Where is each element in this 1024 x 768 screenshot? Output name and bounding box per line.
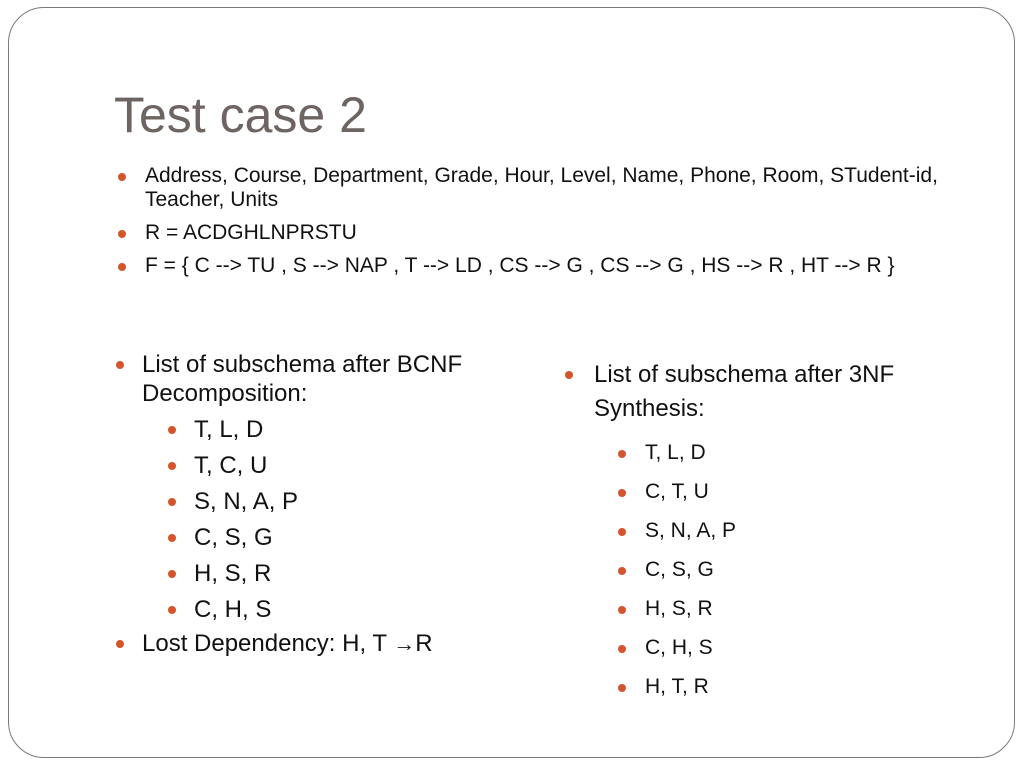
bcnf-item — [116, 451, 536, 480]
bullet-dot-icon — [168, 462, 176, 470]
synthesis-item — [565, 558, 985, 582]
attributes-text: Address, Course, Department, Grade, Hour, Level, Name, Phone, Room, STudent-id, Teacher, Units — [145, 164, 938, 211]
functional-dependencies-bullet — [118, 254, 988, 278]
bullet-dot-icon — [168, 426, 176, 434]
bullet-dot-icon — [168, 570, 176, 578]
bullet-dot-icon — [565, 371, 573, 379]
bullet-dot-icon — [618, 645, 626, 653]
slide-title: Test case 2 — [114, 87, 367, 143]
bullet-dot-icon — [618, 489, 626, 497]
relation-bullet — [118, 221, 988, 245]
bullet-dot-icon — [168, 534, 176, 542]
synthesis-item-text: C, H, S — [645, 636, 713, 659]
synthesis-item-text: T, L, D — [645, 441, 706, 464]
synthesis-item-text: H, S, R — [645, 597, 713, 620]
synthesis-item-text: C, T, U — [645, 480, 709, 503]
bcnf-heading-bullet — [116, 350, 536, 408]
synthesis-item — [565, 675, 985, 699]
synthesis-list — [565, 358, 985, 699]
bullet-dot-icon — [118, 263, 126, 271]
synthesis-item — [565, 597, 985, 621]
bullet-dot-icon — [116, 361, 124, 369]
bcnf-item — [116, 595, 536, 624]
bullet-dot-icon — [618, 684, 626, 692]
bullet-dot-icon — [618, 528, 626, 536]
bcnf-item-text: C, S, G — [194, 524, 273, 551]
attributes-bullet — [118, 164, 988, 212]
bcnf-item — [116, 523, 536, 552]
synthesis-item — [565, 480, 985, 504]
synthesis-item — [565, 519, 985, 543]
bcnf-item-text: C, H, S — [194, 596, 272, 623]
bcnf-item — [116, 559, 536, 588]
top-bullet-list — [118, 164, 988, 287]
lost-dependency-bullet — [116, 629, 536, 658]
bcnf-heading: List of subschema after BCNF Decomposition: — [142, 351, 463, 407]
bullet-dot-icon — [118, 173, 126, 181]
right-arrow-icon: → — [393, 631, 416, 656]
synthesis-item — [565, 441, 985, 465]
lost-dependency-target: R — [415, 630, 433, 657]
lost-dependency-label: Lost Dependency: H, T — [142, 630, 394, 657]
relation-text: R = ACDGHLNPRSTU — [145, 221, 357, 244]
bcnf-item-text: S, N, A, P — [194, 488, 299, 515]
bcnf-list — [116, 350, 536, 658]
synthesis-item-text: S, N, A, P — [645, 519, 737, 542]
synthesis-heading: List of subschema after 3NF Synthesis: — [594, 361, 895, 422]
bullet-dot-icon — [118, 230, 126, 238]
bullet-dot-icon — [168, 606, 176, 614]
bcnf-item — [116, 487, 536, 516]
bullet-dot-icon — [168, 498, 176, 506]
bullet-dot-icon — [618, 450, 626, 458]
bullet-dot-icon — [116, 640, 124, 648]
bcnf-item — [116, 415, 536, 444]
synthesis-item-text: H, T, R — [645, 675, 709, 698]
bullet-dot-icon — [618, 567, 626, 575]
synthesis-heading-bullet — [565, 358, 985, 426]
synthesis-item — [565, 636, 985, 660]
bcnf-item-text: T, L, D — [194, 416, 264, 443]
functional-dependencies-text: F = { C --> TU , S --> NAP , T --> LD , CS --> G , CS --> G , HS --> R , HT --> R } — [145, 254, 895, 277]
bcnf-item-text: T, C, U — [194, 452, 268, 479]
bcnf-item-text: H, S, R — [194, 560, 272, 587]
synthesis-item-text: C, S, G — [645, 558, 714, 581]
bullet-dot-icon — [618, 606, 626, 614]
